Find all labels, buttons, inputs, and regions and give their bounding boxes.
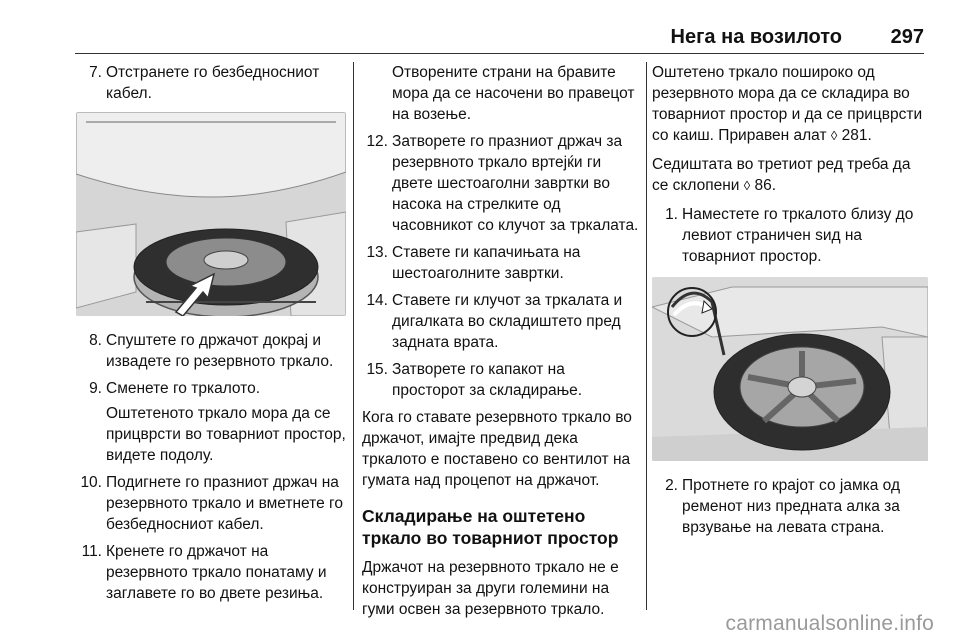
step-11: 11. Кренете го држачот на резервното тркало понатаму и заглавете го во двете резиња.: [81, 543, 327, 602]
spare-wheel-carrier-illustration: [76, 112, 346, 316]
column-3: [652, 62, 928, 544]
step-15: 15. Затворете го капакот на просторот за складирање.: [366, 361, 583, 399]
wheel-in-cargo-drawing: [652, 277, 928, 461]
step-13: 13. Ставете ги капачињата на шестоаголните завртки.: [366, 244, 581, 282]
wheel-in-cargo-illustration: [652, 277, 928, 461]
intro-paragraph: Оштетено тркало поширoко од резервното мора да се складира во товарниот простор и да се прицврсти со каиш. Приравен алат ◊ 281.: [652, 64, 923, 144]
step-1: 1. Наместете го тркалото близу до левиот страничен ѕид на товарниот простор.: [665, 206, 914, 265]
reference-arrow-icon: ◊: [743, 178, 751, 193]
note-paragraph: Кога го ставате резервното тркало во држачот, имајте предвид дека тркалото е поставено со вентилот на гумата над процепот на држачот.: [362, 409, 632, 489]
watermark: carmanualsonline.info: [725, 612, 934, 635]
step-7: 7. Отстранете го безбедносниот кабел.: [89, 64, 320, 102]
section-title: Нега на возилото: [670, 26, 842, 48]
section-heading: Складирање на оштетено тркало во товарниот простор: [362, 506, 619, 548]
seats-paragraph: Седиштата во третиот ред треба да се склопени ◊ 86.: [652, 156, 911, 194]
page-reference[interactable]: 86.: [754, 177, 777, 194]
step-8: 8. Спуштете го држачот докрај и извадете го резервното тркало.: [89, 332, 334, 370]
page-reference[interactable]: 281.: [841, 127, 872, 144]
step-14: 14. Ставете ги клучот за тркалата и дигалката во складиштето пред задната врата.: [366, 292, 623, 351]
step-11-continued: Отворените страни на бравите мора да се насочени во правецот на возење.: [392, 64, 635, 123]
page-header: [0, 26, 960, 56]
reference-arrow-icon: ◊: [830, 128, 838, 143]
step-2: 2. Протнете го крајот со јамка од ременот низ предната алка за врзување на левата страна.: [665, 477, 900, 536]
page-number: 297: [890, 26, 924, 48]
spare-wheel-carrier-drawing: [76, 112, 346, 316]
step-10: 10. Подигнете го празниот држач на резервното тркало и вметнете го безбедносниот кабел.: [80, 474, 343, 533]
column-divider: [646, 62, 647, 610]
column-divider: [353, 62, 354, 610]
info-paragraph: Држачот на резервното тркало не е конструиран за други големини на гуми освен за резервното тркало.: [362, 559, 619, 618]
column-1: [76, 62, 346, 610]
column-2: [362, 62, 640, 628]
step-12: 12. Затворете го празниот држач за резервното тркало вртејќи ги двете шестоаголни завртки во насока на стрелките од часовникот со клучот за тркалата.: [366, 133, 639, 234]
step-9: 9. Сменете го тркалото. Оштетеното тркало мора да се прицврсти во товарниот простор, видете подолу.: [89, 380, 346, 464]
header-rule: [75, 53, 924, 54]
